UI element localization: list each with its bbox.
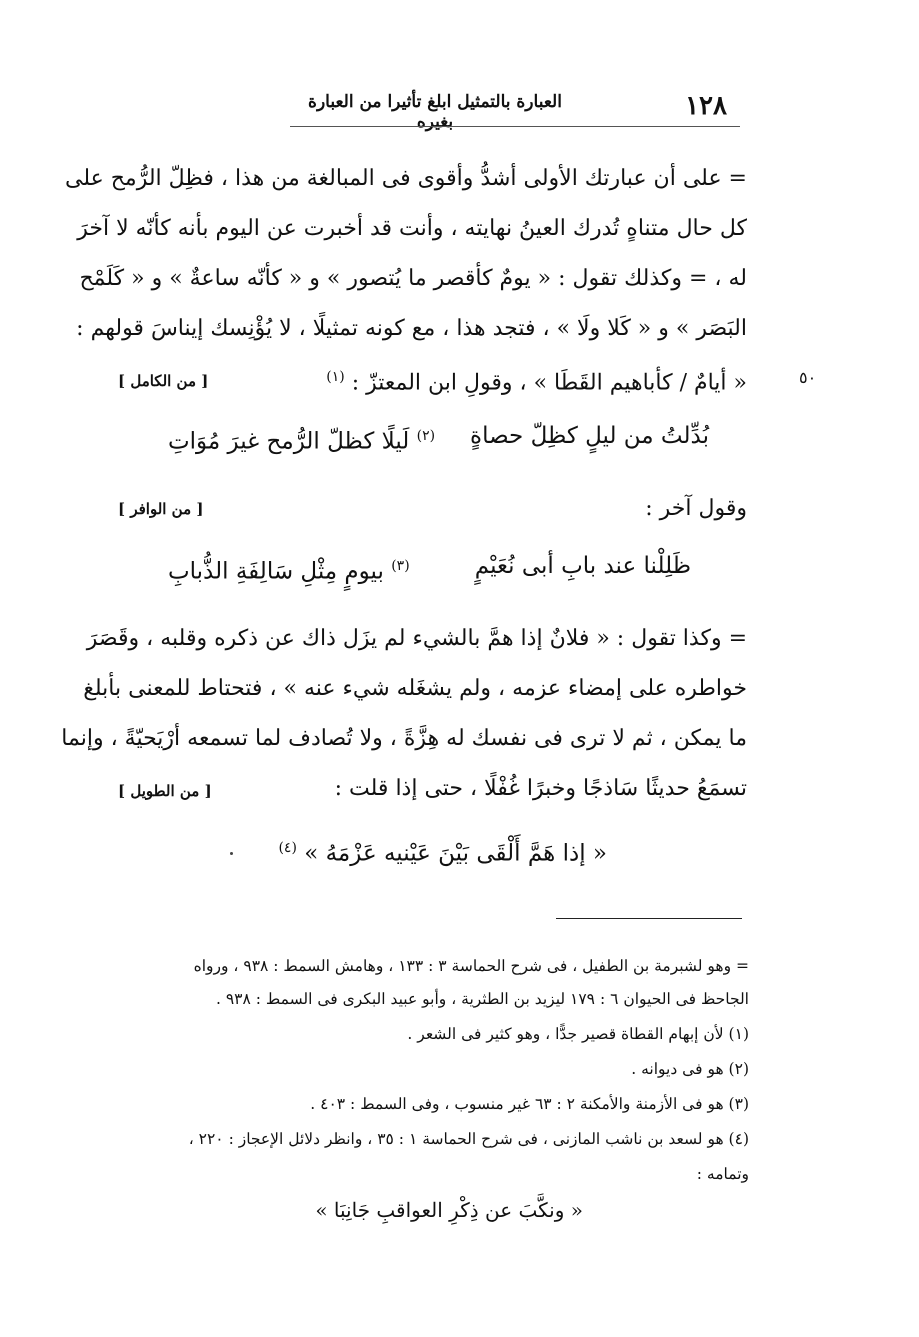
body-line: خواطره على إمضاء عزمه ، ولم يشغَله شيء عنه » ، فتحتاط للمعنى بأبلغ [83,676,747,701]
body-line: ما يمكن ، ثم لا ترى فى نفسك له هِزَّةً ، ولا تُصادف لما تسمعه أرْيَحيّةً ، وإنما [61,726,747,751]
meter-label: [ من الطويل ] [118,782,212,800]
verse-second-hemistich [168,420,435,458]
footnote-rule [556,918,742,919]
footnote-ref: (٢) [416,428,436,444]
footnote-ref: (١) [326,369,345,385]
footnote-item: (٤) هو لسعد بن ناشب المازنى ، فى شرح الحماسة ١ : ٣٥ ، وانظر دلائل الإعجاز : ٢٢٠ ، [188,1130,749,1148]
meter-label: [ من الكامل ] [118,372,209,390]
body-line [326,362,747,398]
footnote-item: (١) لأن إبهام القطاة قصير جدًّا ، وهو كثير فى الشعر . [407,1025,749,1043]
hemistich-text: لَيلًا كظلّ الرُّمح غيرَ مُوَاتِ [168,428,410,455]
meter-label: [ من الوافر ] [118,500,204,518]
verse-first-hemistich [475,550,691,582]
margin-line-number: ٥٠ [799,368,817,387]
body-line: تسمَعُ حديثًا سَاذجًا وخبرًا غُفْلًا ، حتى إذا قلت : [334,776,747,801]
body-line: = وكذا تقول : « فلانٌ إذا همَّ بالشيء لم يزَل ذاك عن ذكره وقلبه ، وقَصَرَ [86,626,747,651]
verse-first-hemistich [470,420,709,452]
verse-second-hemistich [168,550,410,588]
hemistich-text: بيومٍ مِثْلِ سَالِفَةِ الذُّبابِ [168,558,384,585]
verse-line [278,832,607,870]
verse-text: « إذا هَمَّ أَلْقَى بَيْنَ عَيْنيه عَزْمَهُ » [304,840,607,867]
footnote-ref: (٣) [391,558,410,574]
body-line: وقول آخر : [645,496,747,521]
footnote-tail: وتمامه : [696,1165,749,1183]
body-line: له ، = وكذلك تقول : « يومٌ كأقصر ما يُتصور » و « كأنّه ساعةٌ » و « كَلَمْح [79,266,747,291]
body-line: = على أن عبارتك الأولى أشدُّ وأقوى فى المبالغة من هذا ، فظِلّ الرُّمح على [64,166,747,191]
body-line: البَصَر » و « كَلا ولَا » ، فتجد هذا ، مع كونه تمثيلًا ، لا يُؤْنِسك إيناسَ قولهم : [76,316,747,341]
header-rule [290,126,740,127]
hemistich-text: ظَلِلْنا عند بابِ أبى نُعَيْمٍ [474,553,691,579]
body-line: كل حال متناهٍ تُدرك العينُ نهايته ، وأنت قد أخبرت عن اليوم بأنه كأنّه لا آخرَ [77,216,747,241]
footnote-continuation: = وهو لشبرمة بن الطفيل ، فى شرح الحماسة ٣ : ١٣٣ ، وهامش السمط : ٩٣٨ ، ورواه [193,957,749,975]
body-line-text: « أيامٌ / كأباهيم القَطَا » ، وقولِ ابن المعتزّ : [351,370,747,396]
print-speck [230,852,233,855]
page-number: ١٢٨ [685,91,727,121]
footnote-continuation: الجاحظ فى الحيوان ٦ : ١٧٩ ليزيد بن الطثرية ، وأبو عبيد البكرى فى السمط : ٩٣٨ . [215,990,749,1008]
footnote-item: (٣) هو فى الأزمنة والأمكنة ٢ : ٦٣ غير منسوب ، وفى السمط : ٤٠٣ . [310,1095,749,1113]
running-header: العبارة بالتمثيل ابلغ تأثيرا من العبارة بغيره [308,92,562,132]
hemistich-text: بُدِّلتُ من ليلٍ كظِلّ حصاةٍ [470,423,709,449]
footnote-item: (٢) هو فى ديوانه . [631,1060,749,1078]
footnote-verse: « ونكَّبَ عن ذِكْرِ العواقبِ جَانِبَا » [315,1198,583,1222]
footnote-ref: (٤) [278,840,297,856]
